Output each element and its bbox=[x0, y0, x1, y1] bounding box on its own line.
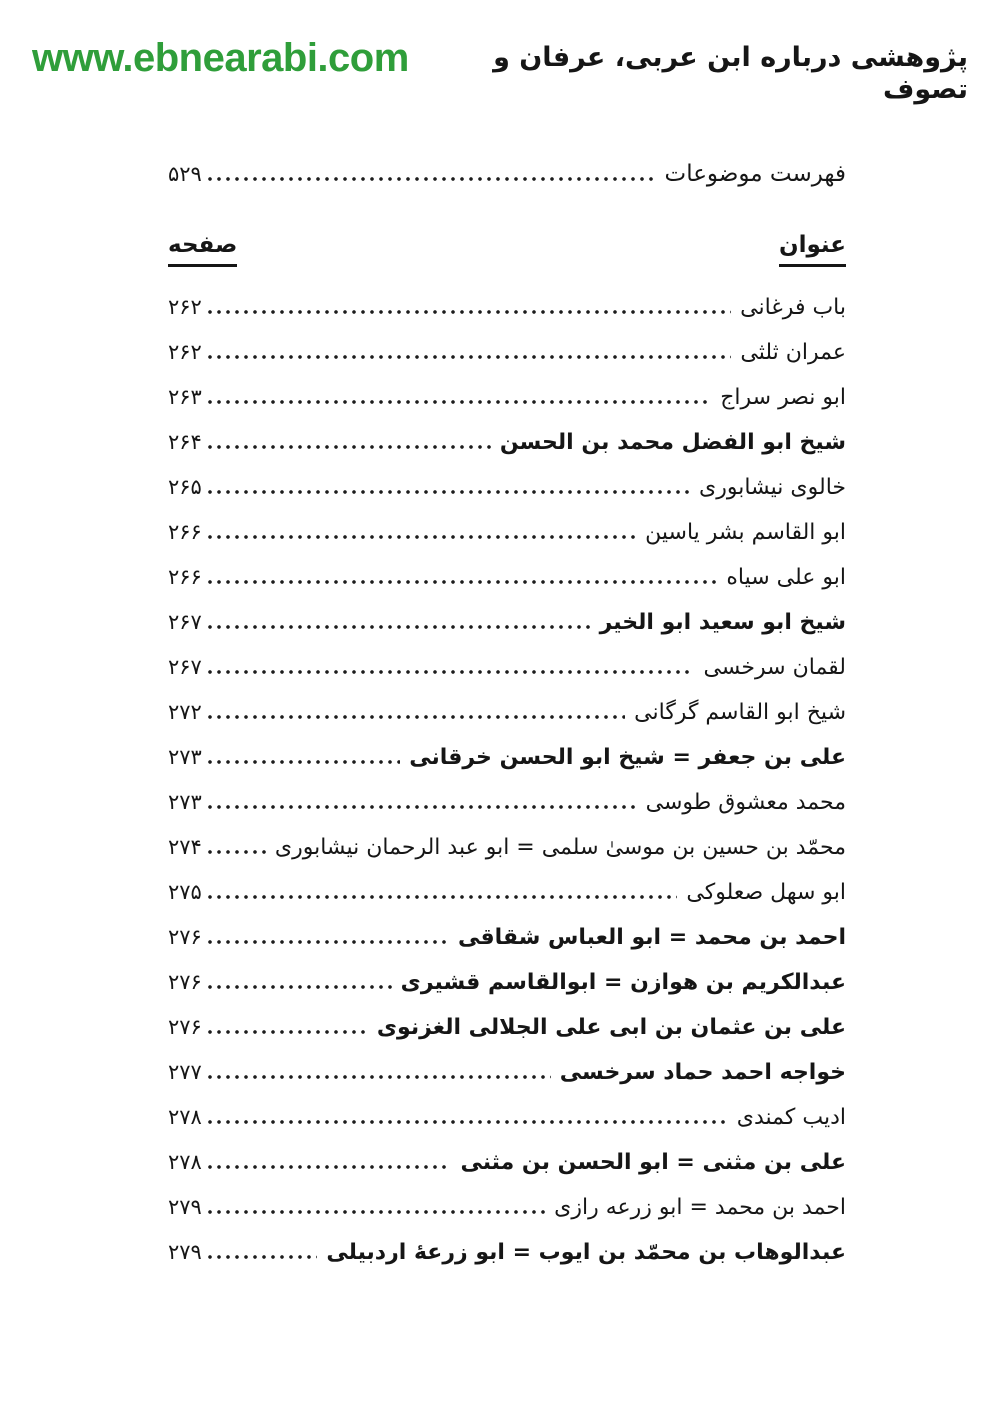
toc-entry bbox=[168, 1230, 846, 1275]
dot-leader bbox=[208, 940, 449, 944]
column-header-page: صفحه bbox=[168, 232, 237, 267]
toc-entry-page: ۲۷۹ bbox=[168, 1240, 202, 1264]
toc-entry-title: محمّد بن حسین بن موسیٰ سلمی = ابو عبد الرحمان نیشابوری bbox=[274, 835, 846, 860]
toc-entry bbox=[168, 690, 846, 735]
toc-top-entry-title: فهرست موضوعات bbox=[664, 161, 846, 187]
toc-entry-page: ۲۶۷ bbox=[168, 610, 202, 634]
toc-entry-page: ۲۷۶ bbox=[168, 925, 202, 949]
dot-leader bbox=[208, 490, 690, 494]
toc-entry-page: ۲۷۷ bbox=[168, 1060, 202, 1084]
toc-entry-title: خالوی نیشابوری bbox=[698, 475, 846, 500]
toc-entry bbox=[168, 465, 846, 510]
toc-entry bbox=[168, 330, 846, 375]
dot-leader bbox=[208, 400, 711, 404]
page-header bbox=[32, 36, 968, 107]
dot-leader bbox=[208, 1255, 317, 1259]
toc-entry-title: ابو القاسم بشر یاسین bbox=[645, 520, 846, 545]
toc-entry-page: ۲۶۵ bbox=[168, 475, 202, 499]
toc-entry-title: عبدالکریم بن هوازن = ابوالقاسم قشیری bbox=[400, 970, 846, 995]
toc-entry bbox=[168, 510, 846, 555]
toc-entry bbox=[168, 1095, 846, 1140]
toc-entry-page: ۲۷۸ bbox=[168, 1150, 202, 1174]
toc-entry-title: علی بن جعفر = شیخ ابو الحسن خرقانی bbox=[409, 745, 846, 770]
toc-entry-page: ۲۶۲ bbox=[168, 340, 202, 364]
toc-entry-title: احمد بن محمد = ابو العباس شقاقی bbox=[457, 925, 846, 950]
toc-entry-title: باب فرغانی bbox=[740, 295, 846, 320]
dot-leader bbox=[208, 1075, 551, 1079]
dot-leader bbox=[208, 1120, 728, 1124]
toc-entry-page: ۲۷۵ bbox=[168, 880, 202, 904]
dot-leader bbox=[208, 355, 732, 359]
dot-leader bbox=[208, 177, 656, 181]
toc-top-entry-page: ۵۲۹ bbox=[168, 162, 202, 186]
toc-entry-title: خواجه احمد حماد سرخسی bbox=[559, 1060, 846, 1085]
toc-entry-title: شیخ ابو الفضل محمد بن الحسن bbox=[499, 430, 846, 455]
toc-entry bbox=[168, 1185, 846, 1230]
toc-entry bbox=[168, 375, 846, 420]
toc-entry-title: ابو علی سیاه bbox=[726, 565, 846, 590]
dot-leader bbox=[208, 310, 731, 314]
dot-leader bbox=[208, 715, 625, 719]
toc-entry bbox=[168, 1005, 846, 1050]
dot-leader bbox=[208, 445, 491, 449]
table-of-contents bbox=[168, 150, 846, 1275]
toc-entry-title: عبدالوهاب بن محمّد بن ایوب = ابو زرعهٔ اردبیلی bbox=[326, 1240, 846, 1265]
dot-leader bbox=[208, 850, 266, 854]
dot-leader bbox=[208, 985, 392, 989]
toc-entry-page: ۲۷۶ bbox=[168, 1015, 202, 1039]
toc-entry-page: ۲۷۲ bbox=[168, 700, 202, 724]
site-watermark: www.ebnearabi.com bbox=[32, 36, 409, 80]
toc-entry-title: ادیب کمندی bbox=[736, 1105, 846, 1130]
toc-entry bbox=[168, 780, 846, 825]
toc-entry-page: ۲۶۶ bbox=[168, 520, 202, 544]
toc-entry-page: ۲۶۳ bbox=[168, 385, 202, 409]
toc-entry-title: علی بن عثمان بن ابی علی الجلالی الغزنوی bbox=[376, 1015, 846, 1040]
toc-entry-page: ۲۶۴ bbox=[168, 430, 202, 454]
toc-entry-page: ۲۷۹ bbox=[168, 1195, 202, 1219]
toc-entry-title: احمد بن محمد = ابو زرعه رازی bbox=[554, 1195, 846, 1220]
dot-leader bbox=[208, 805, 637, 809]
toc-entry bbox=[168, 1140, 846, 1185]
dot-leader bbox=[208, 760, 400, 764]
toc-entry bbox=[168, 1050, 846, 1095]
toc-entry-title: علی بن مثنی = ابو الحسن بن مثنی bbox=[460, 1150, 846, 1175]
toc-entry-page: ۲۷۳ bbox=[168, 745, 202, 769]
dot-leader bbox=[208, 895, 678, 899]
toc-entry bbox=[168, 870, 846, 915]
toc-entry-page: ۲۷۴ bbox=[168, 835, 202, 859]
toc-entry-title: لقمان سرخسی bbox=[703, 655, 846, 680]
toc-entry-title: محمد معشوق طوسی bbox=[645, 790, 846, 815]
toc-entry bbox=[168, 915, 846, 960]
column-header-title: عنوان bbox=[779, 232, 846, 267]
toc-entry-title: شیخ ابو القاسم گرگانی bbox=[634, 700, 846, 725]
toc-entry-title: ابو نصر سراج bbox=[720, 385, 846, 410]
book-title: پژوهشی درباره ابن عربی، عرفان و تصوف bbox=[493, 42, 968, 106]
toc-entry-title: ابو سهل صعلوکی bbox=[686, 880, 846, 905]
dot-leader bbox=[208, 580, 718, 584]
toc-list bbox=[168, 285, 846, 1275]
toc-top-entry bbox=[168, 150, 846, 198]
toc-entry bbox=[168, 825, 846, 870]
toc-column-headers bbox=[168, 232, 846, 267]
toc-entry-page: ۲۶۷ bbox=[168, 655, 202, 679]
toc-entry bbox=[168, 645, 846, 690]
toc-entry-page: ۲۶۶ bbox=[168, 565, 202, 589]
toc-entry bbox=[168, 600, 846, 645]
dot-leader bbox=[208, 1210, 545, 1214]
dot-leader bbox=[208, 670, 695, 674]
toc-entry-page: ۲۷۶ bbox=[168, 970, 202, 994]
dot-leader bbox=[208, 1165, 452, 1169]
toc-entry bbox=[168, 420, 846, 465]
toc-entry-page: ۲۷۳ bbox=[168, 790, 202, 814]
toc-entry-title: شیخ ابو سعید ابو الخیر bbox=[599, 610, 846, 635]
toc-entry bbox=[168, 960, 846, 1005]
toc-entry-page: ۲۷۸ bbox=[168, 1105, 202, 1129]
toc-entry bbox=[168, 735, 846, 780]
toc-entry-page: ۲۶۲ bbox=[168, 295, 202, 319]
toc-entry bbox=[168, 555, 846, 600]
dot-leader bbox=[208, 625, 591, 629]
toc-entry-title: عمران ثلثی bbox=[740, 340, 846, 365]
toc-entry bbox=[168, 285, 846, 330]
dot-leader bbox=[208, 535, 636, 539]
dot-leader bbox=[208, 1030, 368, 1034]
